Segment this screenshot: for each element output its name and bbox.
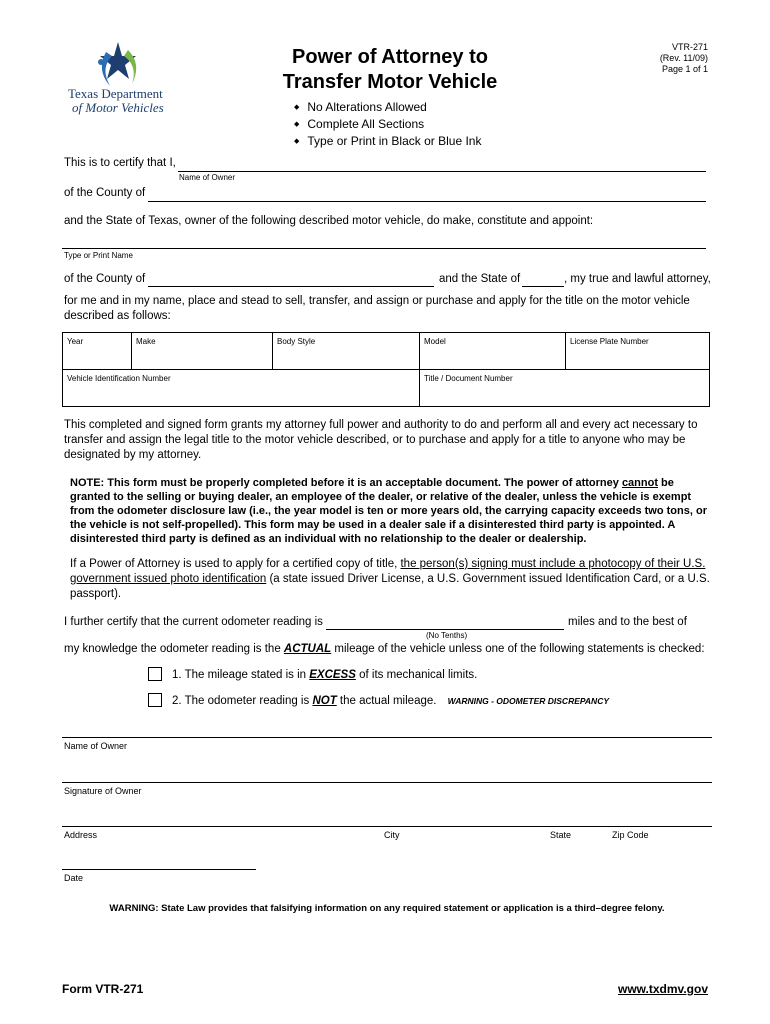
attorney-suffix: , my true and lawful attorney, <box>564 273 711 285</box>
title-line1: Power of Attorney to <box>292 46 488 68</box>
zip-label: Zip Code <box>612 830 649 840</box>
table-row <box>63 370 710 407</box>
owner-county-label: of the County of <box>64 187 146 199</box>
attorney-name-caption: Type or Print Name <box>64 251 133 260</box>
grant-text: This completed and signed form grants my attorney full power and authority to do and perform all and every act necessary to transfer and assign the legal title to the motor vehicle described, or to purchase and apply for a title to anyone who may be designated by my attorney. <box>64 419 698 461</box>
attorney-county-label: of the County of <box>64 273 146 285</box>
vehicle-table <box>62 332 710 407</box>
owner-name-sig-line <box>62 737 712 738</box>
instruction-item: ◆ No Alterations Allowed <box>294 100 481 117</box>
footer-url[interactable]: www.txdmv.gov <box>617 982 708 996</box>
appoint-text: and the State of Texas, owner of the following described motor vehicle, do make, constitute and appoint: <box>64 215 594 227</box>
address-label: Address <box>64 830 98 840</box>
form-title <box>240 45 540 95</box>
opt2-part2: the actual mileage. <box>336 695 437 707</box>
license-plate-cell[interactable]: License Plate Number <box>566 333 710 370</box>
form-number: VTR-271 <box>671 42 708 52</box>
odometer-knowledge-text <box>64 642 724 657</box>
certify-label: This is to certify that I, <box>64 157 176 169</box>
attorney-state-field[interactable] <box>522 271 562 286</box>
opt2-part1: 2. The odometer reading is <box>172 695 313 707</box>
attorney-state-label: and the State of <box>439 273 521 285</box>
owner-name-field[interactable] <box>178 156 704 171</box>
footer-form-number: Form VTR-271 <box>62 982 144 996</box>
body-style-cell[interactable]: Body Style <box>273 333 420 370</box>
note-part2: be granted to the selling or buying dealer, an employee of the dealer, or relative of the dealer, unless the vehicle is exempt from the odometer disclosure law (i.e., the year model is ten or more years old, the carrying capacity exceeds two tons, or the vehicle is not self-propelled). This form may be used in a dealer sale if a disinterested third party is appointed. A disinterested third party is defined as an individual with no relationship to the dealer or dealership. <box>70 477 707 545</box>
agency-name-line1: Texas Department <box>68 86 163 101</box>
vin-cell[interactable]: Vehicle Identification Number <box>63 370 420 407</box>
instruction-item: ◆ Complete All Sections <box>294 117 481 134</box>
attorney-county-field[interactable] <box>148 271 432 286</box>
knowledge-part2: mileage of the vehicle unless one of the following statements is checked: <box>331 643 705 655</box>
instructions-list <box>294 100 481 151</box>
odometer-warning: WARNING - ODOMETER DISCREPANCY <box>447 696 610 706</box>
owner-county-line <box>148 201 706 202</box>
instruction-item: ◆ Type or Print in Black or Blue Ink <box>294 134 481 151</box>
signature-line <box>62 782 712 783</box>
copy-title-underlined: the person(s) signing must include a photocopy of their U.S. government issued photo identification <box>70 558 706 585</box>
attorney-name-line <box>62 248 706 249</box>
title-line2: Transfer Motor Vehicle <box>282 71 498 93</box>
note-part1: NOTE: This form must be properly completed before it is an acceptable document. The power of attorney <box>70 477 622 489</box>
attorney-name-field[interactable] <box>62 232 706 247</box>
star-logo-icon <box>66 40 176 90</box>
txdmv-logo <box>66 40 176 120</box>
year-cell[interactable]: Year <box>63 333 132 370</box>
attorney-county-line <box>148 286 434 287</box>
note-cannot: cannot <box>621 477 658 489</box>
miles-label: miles and to the best of <box>568 616 687 628</box>
model-cell[interactable]: Model <box>420 333 566 370</box>
note-text <box>70 476 710 546</box>
form-meta <box>600 42 708 75</box>
excess-checkbox[interactable] <box>148 667 162 681</box>
no-tenths-caption: (No Tenths) <box>426 631 468 640</box>
copy-title-part1: If a Power of Attorney is used to apply for a certified copy of title, <box>70 558 401 570</box>
date-label: Date <box>64 873 84 883</box>
state-label: State <box>550 830 572 840</box>
not-actual-checkbox[interactable] <box>148 693 162 707</box>
owner-county-field[interactable] <box>148 186 704 201</box>
opt2-not: NOT <box>312 695 337 707</box>
copy-title-part2: (a state issued Driver License, a U.S. Government issued Identification Card, or a U.S. passport). <box>70 573 710 600</box>
described-text: for me and in my name, place and stead to sell, transfer, and assign or purchase and apply for the title on the motor vehicle described as follows: <box>64 295 690 322</box>
opt1-part1: 1. The mileage stated is in <box>172 669 310 681</box>
odometer-reading-line <box>326 629 564 630</box>
date-line <box>62 869 256 870</box>
table-row <box>63 333 710 370</box>
odometer-reading-field[interactable] <box>326 614 562 629</box>
form-revision: (Rev. 11/09) <box>659 53 708 63</box>
odometer-certify-label: I further certify that the current odometer reading is <box>64 616 323 628</box>
make-cell[interactable]: Make <box>132 333 273 370</box>
opt1-excess: EXCESS <box>309 669 356 681</box>
not-actual-option-text <box>172 694 609 709</box>
owner-name-caption: Name of Owner <box>179 173 236 182</box>
title-document-cell[interactable]: Title / Document Number <box>420 370 710 407</box>
name-of-owner-label: Name of Owner <box>64 741 128 751</box>
city-label: City <box>384 830 400 840</box>
agency-name-line2: of Motor Vehicles <box>72 100 164 115</box>
attorney-state-line <box>522 286 564 287</box>
copy-title-text <box>70 557 710 602</box>
address-line <box>62 826 712 827</box>
knowledge-part1: my knowledge the odometer reading is the <box>64 643 284 655</box>
felony-warning: WARNING: State Law provides that falsifying information on any required statement or application is a third–degree felony. <box>109 903 665 914</box>
page-number: Page 1 of 1 <box>661 64 708 74</box>
excess-option-text <box>172 668 477 683</box>
owner-name-line <box>178 171 706 172</box>
knowledge-actual: ACTUAL <box>283 643 332 655</box>
signature-of-owner-label: Signature of Owner <box>64 786 142 796</box>
opt1-part2: of its mechanical limits. <box>355 669 478 681</box>
